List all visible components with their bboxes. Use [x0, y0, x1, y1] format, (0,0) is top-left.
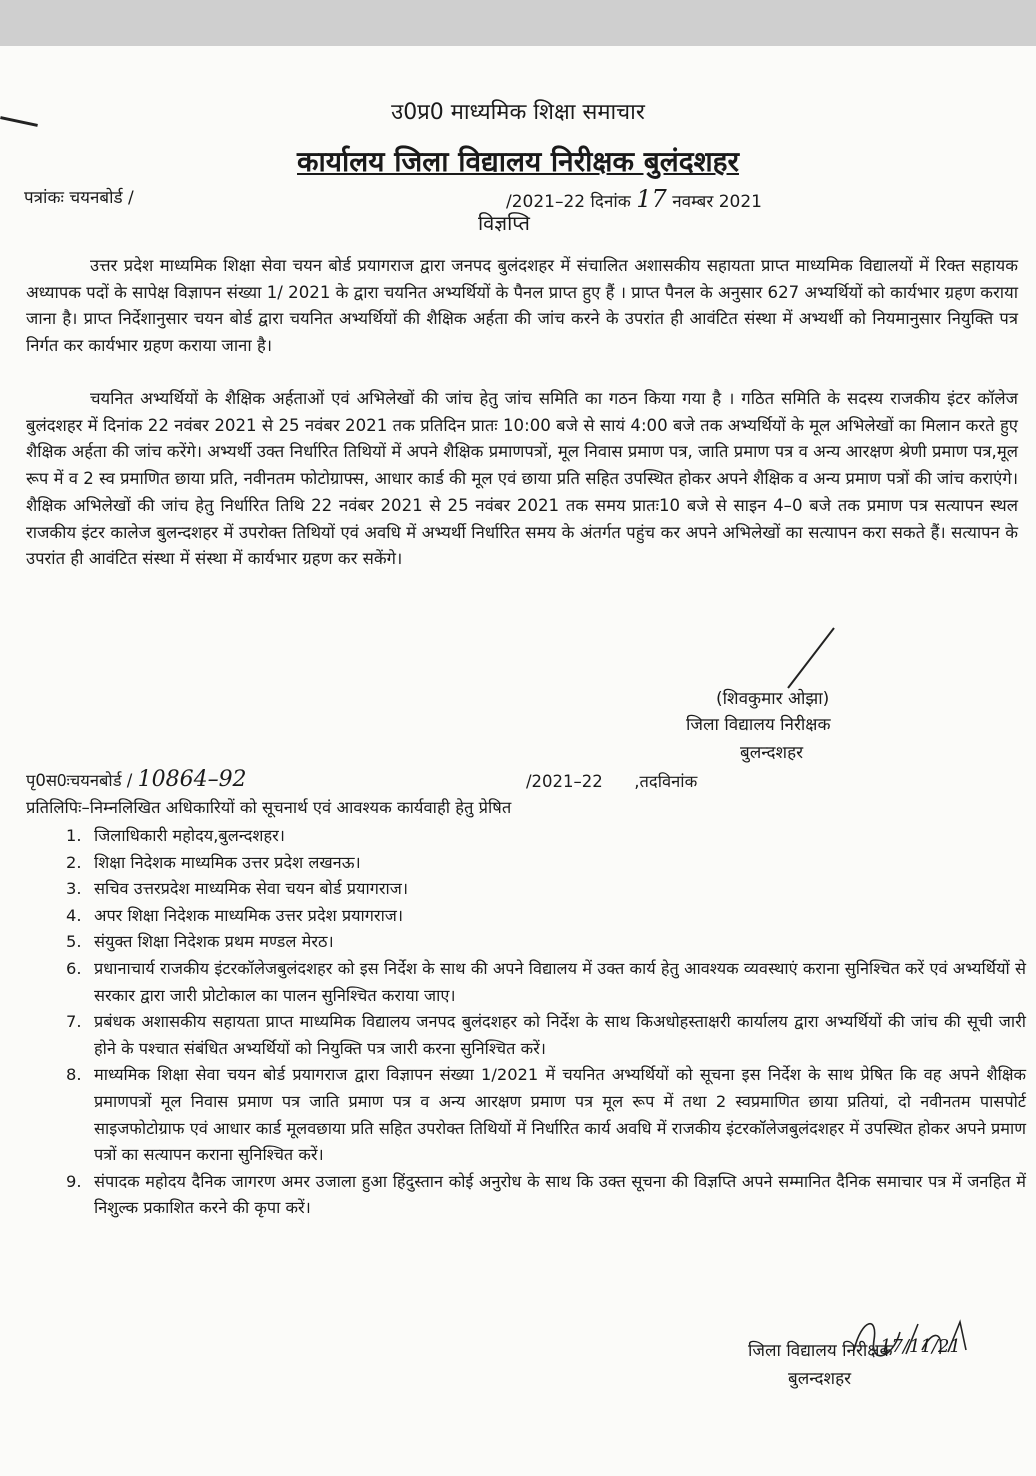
- handwritten-day: 17: [636, 185, 667, 213]
- copy-ref-day: ,तदविनांक: [634, 772, 698, 791]
- footer-place: बुलन्दशहर: [788, 1369, 852, 1389]
- list-item: 7. प्रबंधक अशासकीय सहायता प्राप्त माध्यमिक विद्यालय जनपद बुलंदशहर को निर्देश के साथ किअधोहस्ताक्षरी कार्यालय द्वारा अभ्यर्थियों की जांच की सूची जारी होने के पश्चात संबंधित अभ्यर्थियों को नियुक्ति पत्र जारी करना सुनिश्चित करें।: [66, 1012, 1026, 1058]
- copy-reference: [26, 767, 247, 792]
- reference-year-label: /2021–22 दिनांक: [506, 192, 631, 212]
- body-paragraph-1: उत्तर प्रदेश माध्यमिक शिक्षा सेवा चयन बोर्ड प्रयागराज द्वारा जनपद बुलंदशहर में संचालित अशासकीय सहायता प्राप्त माध्यमिक विद्यालयों में रिक्त सहायक अध्यापक पदों के सापेक्ष विज्ञापन संख्या 1/ 2021 के द्वारा चयनित अभ्यर्थियों के पैनल प्राप्त हुए हैं । प्राप्त पैनल के अनुसार 627 अभ्यर्थियों को कार्यभार ग्रहण कराया जाना है। प्राप्त निर्देशानुसार चयन बोर्ड द्वारा चयनित अभ्यर्थियों की शैक्षिक अर्हता की जांच करने के उपरांत ही आवंटित संस्था में अभ्यर्थी को नियमानुसार नियुक्ति पत्र निर्गत कर कार्यभार ग्रहण कराया जाना है।: [26, 256, 1018, 356]
- footer-designation: जिला विद्यालय निरीक्षक: [748, 1341, 893, 1361]
- list-item: 5. संयुक्त शिक्षा निदेशक प्रथम मण्डल मेरठ।: [66, 932, 334, 952]
- copy-heading: प्रतिलिपिः–निम्नलिखित अधिकारियों को सूचनार्थ एवं आवश्यक कार्यवाही हेतु प्रेषित: [26, 798, 512, 817]
- footer-handwritten-date: 17/11/21: [880, 1336, 961, 1357]
- signatory-designation: जिला विद्यालय निरीक्षक: [686, 715, 831, 735]
- copy-ref-number: 10864–92: [137, 767, 247, 792]
- recipient-list: [62, 823, 1026, 1222]
- list-item: 6. प्रधानाचार्य राजकीय इंटरकॉलेजबुलंदशहर को इस निर्देश के साथ की अपने विद्यालय में उक्त कार्य हेतु आवश्यक व्यवस्थाएं कराना सुनिश्चित करें एवं अभ्यर्थियों से सरकार द्वारा जारी प्रोटोकाल का पालन सुनिश्चित कराया जाए।: [66, 958, 1026, 1005]
- page-top-margin: [0, 0, 1036, 46]
- signatory-name: (शिवकुमार ओझा): [716, 689, 830, 709]
- org-title: उ0प्र0 माध्यमिक शिक्षा समाचार: [391, 100, 645, 125]
- signatory-place: बुलन्दशहर: [740, 743, 804, 763]
- list-item: 2. शिक्षा निदेशक माध्यमिक उत्तर प्रदेश लखनऊ।: [66, 852, 361, 872]
- copy-ref-label: पृ0स0ःचयनबोर्ड /: [26, 771, 133, 790]
- copy-ref-year: /2021–22: [526, 772, 603, 791]
- reference-date: [506, 185, 762, 213]
- signature-stroke: [784, 622, 844, 692]
- list-item: 8. माध्यमिक शिक्षा सेवा चयन बोर्ड प्रयागराज द्वारा विज्ञापन संख्या 1/2021 में चयनित अभ्यर्थियों को सूचना इस निर्देश के साथ प्रेषित कि वह अपने शैक्षिक प्रमाणपत्रों मूल निवास प्रमाण पत्र जाति प्रमाण पत्र व अन्य आरक्षण प्रमाण पत्र मूल रूप में तथा 2 स्वप्रमाणित छाया प्रतियां, दो नवीनतम पासपोर्ट साइजफोटोग्राफ एवं आधार कार्ड मूलवछाया प्रति सहित उपरोक्त तिथियों में निर्धारित कार्य अवधि में राजकीय इंटरकॉलेजबुलंदशहर में उपस्थित होकर अपने प्रमाण पत्रों का सत्यापन कराना सुनिश्चित करें।: [66, 1065, 1026, 1165]
- reference-month-year: नवम्बर 2021: [672, 192, 762, 212]
- list-item: 3. सचिव उत्तरप्रदेश माध्यमिक सेवा चयन बोर्ड प्रयागराज।: [66, 879, 408, 899]
- copy-ref-date: [526, 769, 697, 792]
- reference-number: पत्रांकः चयनबोर्ड /: [24, 188, 134, 208]
- office-title: कार्यालय जिला विद्यालय निरीक्षक बुलंदशहर: [297, 145, 739, 178]
- list-item: 9. संपादक महोदय दैनिक जागरण अमर उजाला हुआ हिंदुस्तान कोई अनुरोध के साथ कि उक्त सूचना की विज्ञप्ति अपने सम्मानित दैनिक समाचार पत्र में जनहित में निशुल्क प्रकाशित करने की कृपा करें।: [66, 1171, 1026, 1218]
- list-item: 4. अपर शिक्षा निदेशक माध्यमिक उत्तर प्रदेश प्रयागराज।: [66, 905, 404, 925]
- body-paragraph-2: चयनित अभ्यर्थियों के शैक्षिक अर्हताओं एवं अभिलेखों की जांच हेतु जांच समिति का गठन किया गया है । गठित समिति के सदस्य राजकीय इंटर कॉलेज बुलंदशहर में दिनांक 22 नवंबर 2021 से 25 नवंबर 2021 तक प्रतिदिन प्रातः 10:00 बजे से सायं 4:00 बजे तक अभ्यर्थियों के मूल अभिलेखों का मिलान करते हुए शैक्षिक अर्हता की जांच करेंगे। अभ्यर्थी उक्त निर्धारित तिथियों में अपने शैक्षिक प्रमाणपत्रों, मूल निवास प्रमाण पत्र, जाति प्रमाण पत्र व अन्य आरक्षण श्रेणी प्रमाण पत्र,मूल रूप में व 2 स्व प्रमाणित छाया प्रति, नवीनतम फोटोग्राफ्स, आधार कार्ड की मूल एवं छाया प्रति सहित उपस्थित होकर अपने शैक्षिक व अन्य प्रमाण पत्रों की जांच कराएंगे। शैक्षिक अभिलेखों की जांच हेतु निर्धारित तिथि 22 नवंबर 2021 से 25 नवंबर 2021 तक समय प्रातः10 बजे से साइन 4–0 बजे तक प्रमाण पत्र सत्यापन स्थल राजकीय इंटर कालेज बुलन्दशहर में उपरोक्त तिथियों एवं अवधि में अभ्यर्थी निर्धारित समय के अंतर्गत पहुंच कर अपने अभिलेखों का सत्यापन करा सकते हैं। सत्यापन के उपरांत ही आवंटित संस्था में संस्था में कार्यभार ग्रहण कर सकेंगे।: [26, 389, 1018, 569]
- list-item: 1. जिलाधिकारी महोदय,बुलन्दशहर।: [66, 826, 285, 845]
- notice-title: विज्ञप्ति: [478, 211, 530, 235]
